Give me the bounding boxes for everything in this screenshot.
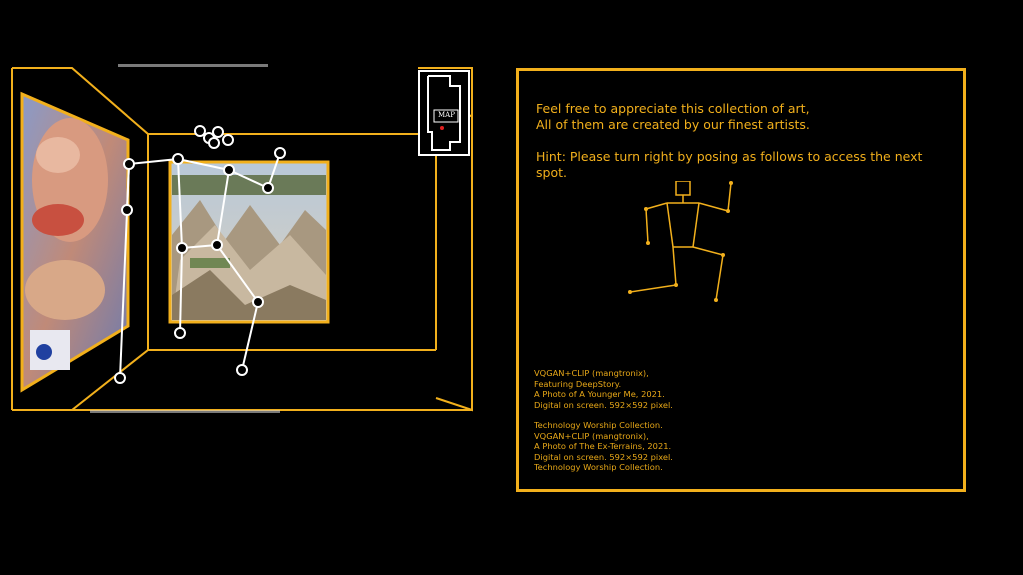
credit-line: VQGAN+CLIP (mangtronix),	[534, 368, 649, 378]
intro-line-1: Feel free to appreciate this collection of art,	[536, 101, 810, 116]
credit-line: Technology Worship Collection.	[534, 420, 663, 430]
intro-text	[536, 101, 956, 181]
minimap-label: MAP	[438, 111, 455, 119]
credit-line: A Photo of The Ex-Terrains, 2021.	[534, 441, 672, 451]
gallery-room	[0, 0, 500, 440]
intro-line-2: All of them are created by our finest artists.	[536, 117, 810, 132]
info-panel	[516, 68, 966, 492]
gallery-view	[0, 0, 500, 440]
credit-line: A Photo of A Younger Me, 2021.	[534, 389, 665, 399]
target-pose-figure	[619, 181, 749, 321]
credit-spacer	[534, 410, 673, 420]
hint-text: Hint: Please turn right by posing as follows to access the next spot.	[536, 149, 923, 180]
credit-line: Technology Worship Collection.	[534, 462, 663, 472]
credit-line: Featuring DeepStory.	[534, 378, 622, 389]
credit-line: Digital on screen. 592×592 pixel.	[534, 399, 673, 410]
artwork-credits	[534, 368, 673, 473]
credit-line: Digital on screen. 592×592 pixel.	[534, 451, 673, 462]
credit-line: VQGAN+CLIP (mangtronix),	[534, 430, 649, 441]
artwork-ex-terrains[interactable]	[170, 162, 328, 322]
artwork-younger-me[interactable]	[22, 94, 128, 390]
player-marker-icon	[440, 126, 444, 130]
